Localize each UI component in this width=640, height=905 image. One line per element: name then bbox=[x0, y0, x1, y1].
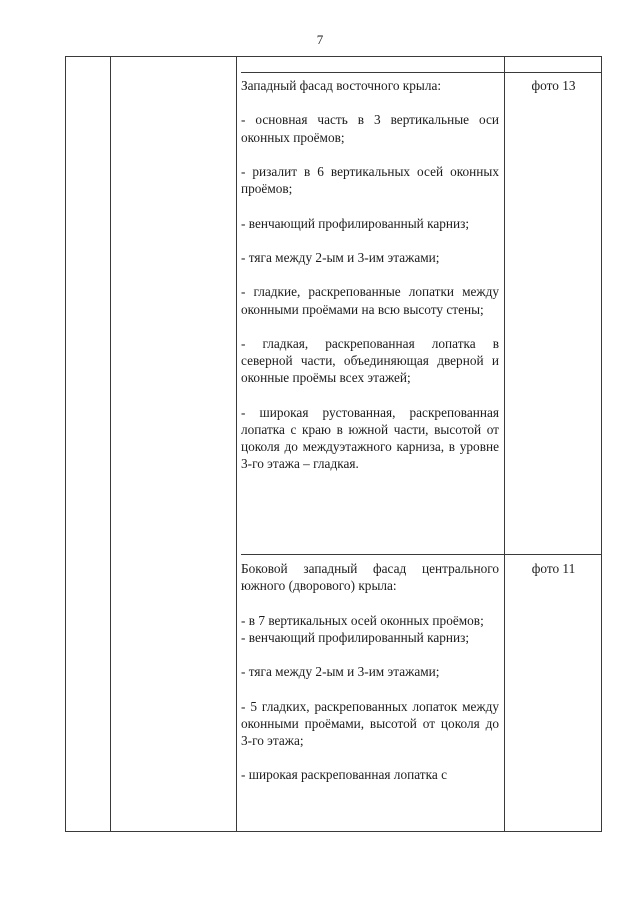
table-top-border bbox=[65, 56, 601, 57]
facade-feature: - основная часть в 3 вертикальные оси оконных проёмов; bbox=[241, 112, 499, 145]
table-right-border bbox=[601, 56, 602, 832]
facade-feature: - тяга между 2-ым и 3-им этажами; bbox=[241, 664, 440, 680]
facade-feature: - широкая рустованная, раскрепованная лопатка с краю в южной части, высотой от цоколя до междуэтажного карниза, в уровне 3-го этажа – гладкая. bbox=[241, 404, 499, 472]
photo-reference: фото 11 bbox=[531, 561, 576, 576]
header-row-border bbox=[241, 72, 601, 73]
column-divider-2 bbox=[236, 56, 237, 832]
table-left-border bbox=[65, 56, 66, 832]
facade-title: Западный фасад восточного крыла: bbox=[241, 78, 442, 93]
facade-feature: - в 7 вертикальных осей оконных проёмов; bbox=[241, 612, 484, 628]
facade-feature: - 5 гладких, раскрепованных лопаток между оконными проёмами, высотой от цоколя до 3-го этажа; bbox=[241, 698, 499, 748]
facade-description-cell bbox=[241, 77, 499, 473]
column-divider-1 bbox=[110, 56, 111, 832]
facade-description-cell bbox=[241, 560, 499, 784]
column-divider-3 bbox=[504, 56, 505, 832]
facade-feature: - гладкая, раскрепованная лопатка в северной части, объединяющая дверной и оконные проёмы всех этажей; bbox=[241, 335, 499, 386]
facade-feature: - тяга между 2-ым и 3-им этажами; bbox=[241, 249, 440, 265]
page-number: 7 bbox=[316, 32, 324, 47]
facade-feature: - широкая раскрепованная лопатка с bbox=[241, 767, 447, 783]
photo-reference: фото 13 bbox=[531, 78, 576, 93]
facade-feature: - венчающий профилированный карниз; bbox=[241, 629, 470, 645]
facade-feature: - венчающий профилированный карниз; bbox=[241, 215, 470, 231]
facade-feature: - гладкие, раскрепованные лопатки между оконными проёмами на всю высоту стены; bbox=[241, 284, 499, 317]
table-bottom-border bbox=[65, 831, 601, 832]
facade-title: Боковой западный фасад центрального южного (дворового) крыла: bbox=[241, 561, 499, 594]
row-divider bbox=[241, 554, 601, 555]
facade-feature: - ризалит в 6 вертикальных осей оконных проёмов; bbox=[241, 163, 499, 197]
